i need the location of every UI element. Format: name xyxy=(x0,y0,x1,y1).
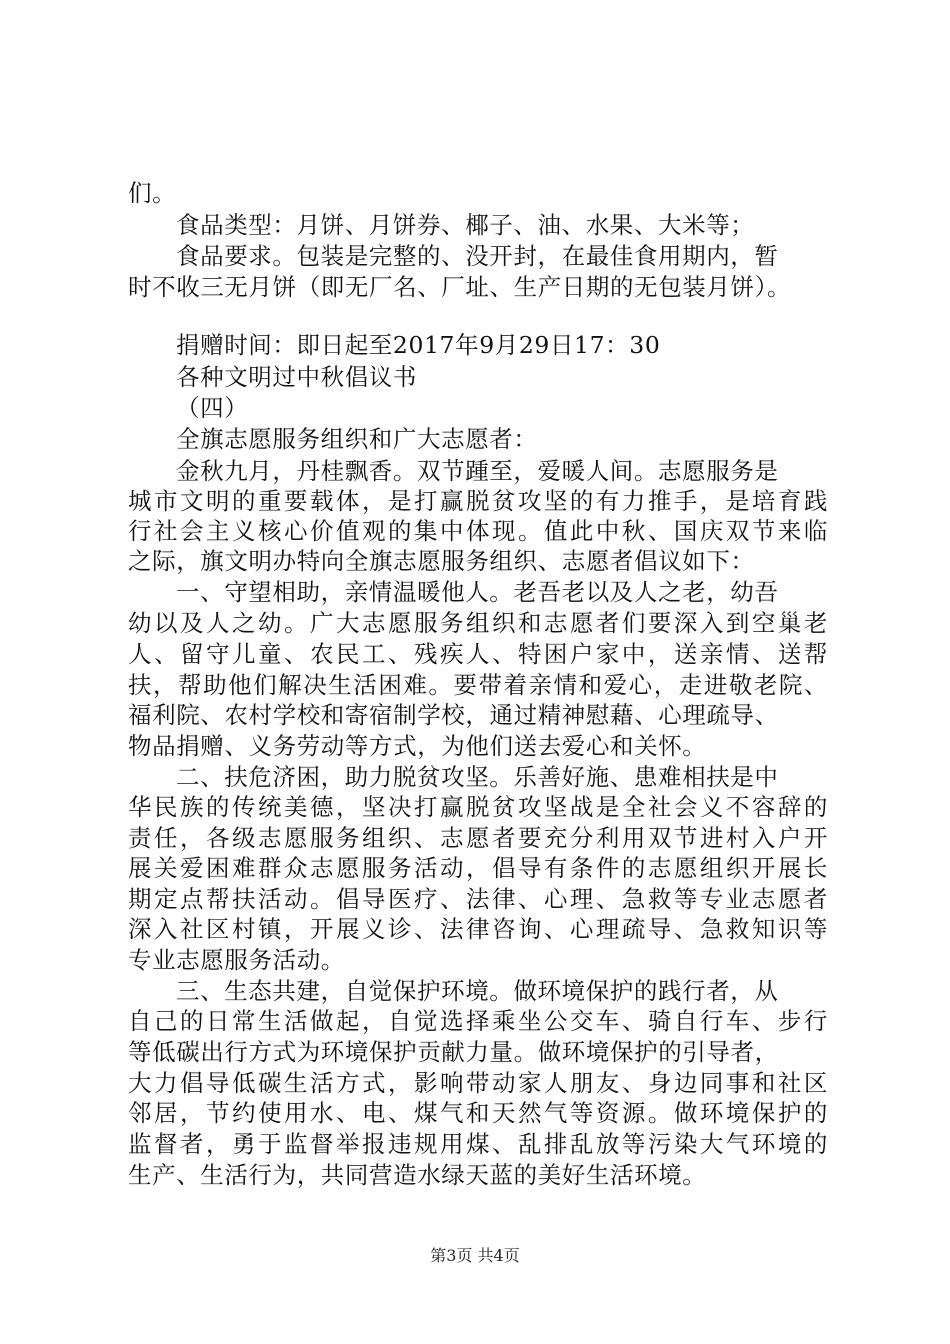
heading: 各种文明过中秋倡议书 xyxy=(176,363,417,391)
text-line: 食品类型：月饼、月饼券、椰子、油、水果、大米等； xyxy=(176,211,755,239)
text-line: 幼以及人之幼。广大志愿服务组织和志愿者们要深入到空巢老 xyxy=(128,609,828,637)
text-line: 期定点帮扶活动。倡导医疗、法律、心理、急救等专业志愿者 xyxy=(128,885,828,913)
section-number: （四） xyxy=(176,394,249,422)
text-line: 生产、生活行为，共同营造水绿天蓝的美好生活环境。 xyxy=(128,1161,707,1189)
text-line: 三、生态共建，自觉保护环境。做环境保护的践行者，从 xyxy=(176,977,779,1005)
text-line: 华民族的传统美德，坚决打赢脱贫攻坚战是全社会义不容辞的 xyxy=(128,793,828,821)
text-line: 二、扶危济困，助力脱贫攻坚。乐善好施、患难相扶是中 xyxy=(176,763,779,791)
salutation: 全旗志愿服务组织和广大志愿者： xyxy=(176,425,538,453)
text-line: 福利院、农村学校和寄宿制学校，通过精神慰藉、心理疏导、 xyxy=(128,701,779,729)
text-line: 监督者，勇于监督举报违规用煤、乱排乱放等污染大气环境的 xyxy=(128,1130,828,1158)
text-line: 责任，各级志愿服务组织、志愿者要充分利用双节进村入户开 xyxy=(128,824,828,852)
text-line: 时不收三无月饼（即无厂名、厂址、生产日期的无包装月饼）。 xyxy=(128,273,792,301)
text-line: 大力倡导低碳生活方式，影响带动家人朋友、身边同事和社区 xyxy=(128,1069,828,1097)
text-line: 金秋九月，丹桂飘香。双节踵至，爱暖人间。志愿服务是 xyxy=(176,457,779,485)
text-line: 深入社区村镇，开展义诊、法律咨询、心理疏导、急救知识等 xyxy=(128,915,828,943)
text-line: 扶，帮助他们解决生活困难。要带着亲情和爱心，走进敬老院、 xyxy=(128,671,828,699)
text-line: 专业志愿服务活动。 xyxy=(128,946,345,974)
text-line: 人、留守儿童、农民工、残疾人、特困户家中，送亲情、送帮 xyxy=(128,640,828,668)
text-line: 之际，旗文明办特向全旗志愿服务组织、志愿者倡议如下： xyxy=(128,547,755,575)
text-line: 邻居，节约使用水、电、煤气和天然气等资源。做环境保护的 xyxy=(128,1099,828,1127)
page-number: 第3页 共4页 xyxy=(430,1246,520,1265)
text-line: 食品要求。包装是完整的、没开封，在最佳食用期内，暂 xyxy=(176,242,779,270)
text-line: 展关爱困难群众志愿服务活动，倡导有条件的志愿组织开展长 xyxy=(128,854,828,882)
text-line: 行社会主义核心价值观的集中体现。值此中秋、国庆双节来临 xyxy=(128,517,828,545)
text-line: 捐赠时间：即日起至2017年9月29日17：30 xyxy=(176,331,661,359)
text-line: 们。 xyxy=(128,179,177,207)
text-line: 物品捐赠、义务劳动等方式，为他们送去爱心和关怀。 xyxy=(128,732,707,760)
text-line: 一、守望相助，亲情温暖他人。老吾老以及人之老，幼吾 xyxy=(176,578,779,606)
text-line: 城市文明的重要载体，是打赢脱贫攻坚的有力推手，是培育践 xyxy=(128,487,828,515)
text-line: 等低碳出行方式为环境保护贡献力量。做环境保护的引导者， xyxy=(128,1038,779,1066)
text-line: 自己的日常生活做起，自觉选择乘坐公交车、骑自行车、步行 xyxy=(128,1007,828,1035)
